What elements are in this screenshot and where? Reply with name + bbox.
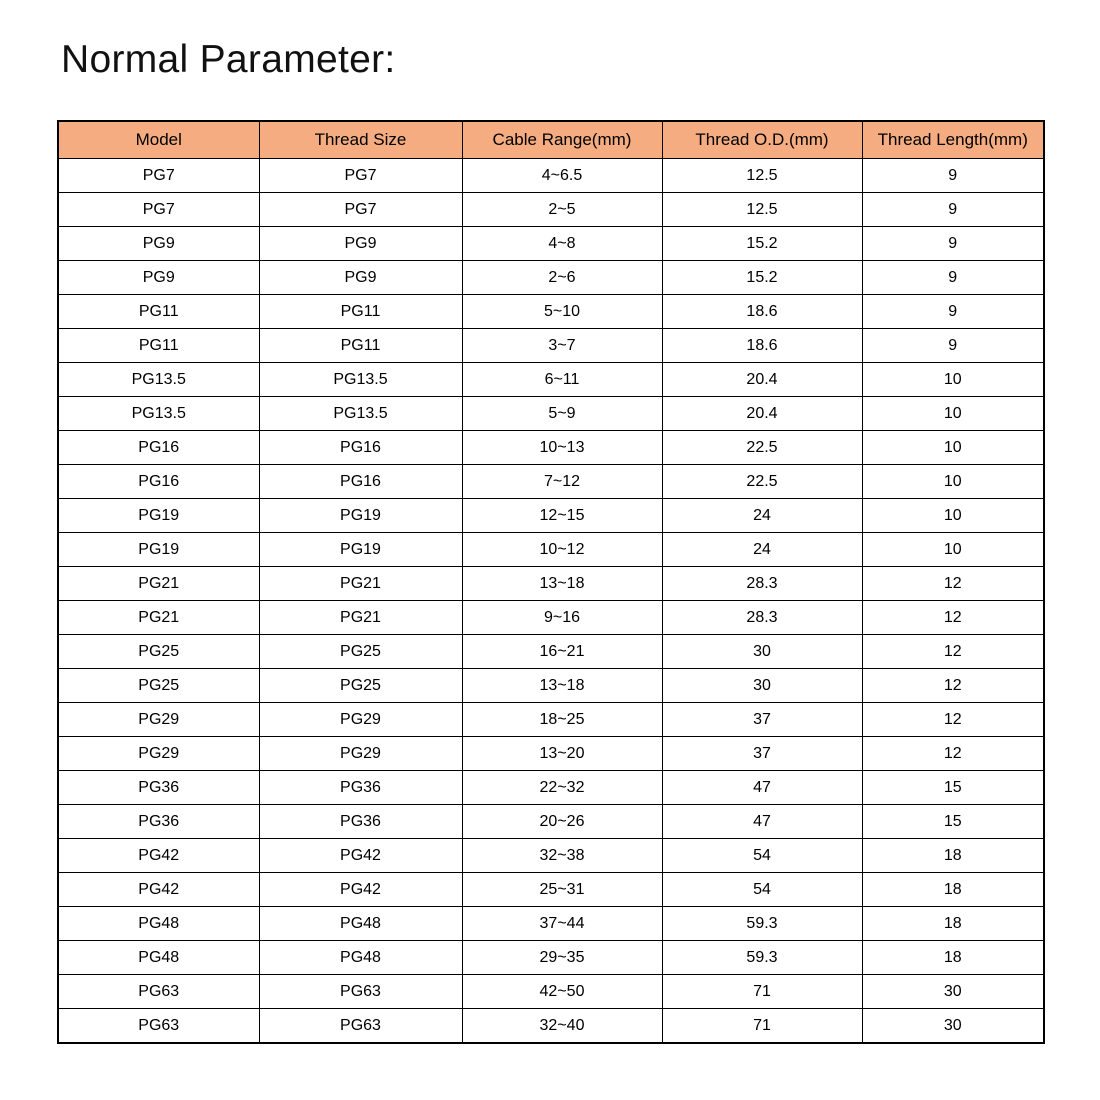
cell-cable-range: 42~50 (462, 975, 662, 1009)
cell-thread-size: PG42 (259, 873, 462, 907)
cell-model: PG42 (58, 873, 259, 907)
table-row (58, 193, 1044, 227)
cell-thread-length: 10 (862, 431, 1044, 465)
table-row (58, 261, 1044, 295)
cell-thread-length: 18 (862, 839, 1044, 873)
cell-thread-od: 30 (662, 669, 862, 703)
table-row (58, 975, 1044, 1009)
cell-thread-od: 37 (662, 737, 862, 771)
cell-model: PG19 (58, 499, 259, 533)
cell-thread-size: PG19 (259, 533, 462, 567)
cell-thread-size: PG29 (259, 703, 462, 737)
table-row (58, 601, 1044, 635)
cell-thread-size: PG7 (259, 159, 462, 193)
header-cell-3: Thread O.D.(mm) (662, 121, 862, 159)
table-row (58, 805, 1044, 839)
header-cell-1: Thread Size (259, 121, 462, 159)
cell-thread-od: 12.5 (662, 159, 862, 193)
cell-thread-od: 24 (662, 499, 862, 533)
cell-cable-range: 20~26 (462, 805, 662, 839)
cell-thread-size: PG11 (259, 295, 462, 329)
table-row (58, 669, 1044, 703)
cell-model: PG11 (58, 329, 259, 363)
cell-cable-range: 13~18 (462, 567, 662, 601)
cell-thread-size: PG63 (259, 1009, 462, 1044)
cell-thread-length: 9 (862, 329, 1044, 363)
cell-thread-length: 12 (862, 669, 1044, 703)
cell-thread-od: 28.3 (662, 601, 862, 635)
cell-thread-od: 18.6 (662, 329, 862, 363)
cell-model: PG48 (58, 907, 259, 941)
cell-model: PG25 (58, 635, 259, 669)
cell-cable-range: 2~6 (462, 261, 662, 295)
cell-model: PG63 (58, 975, 259, 1009)
cell-thread-length: 30 (862, 975, 1044, 1009)
cell-thread-size: PG19 (259, 499, 462, 533)
cell-thread-size: PG11 (259, 329, 462, 363)
cell-thread-od: 54 (662, 839, 862, 873)
cell-cable-range: 7~12 (462, 465, 662, 499)
cell-thread-od: 18.6 (662, 295, 862, 329)
cell-cable-range: 37~44 (462, 907, 662, 941)
table-row (58, 227, 1044, 261)
cell-thread-length: 10 (862, 533, 1044, 567)
cell-model: PG29 (58, 703, 259, 737)
cell-thread-length: 9 (862, 261, 1044, 295)
page-title: Normal Parameter: (61, 38, 396, 81)
cell-model: PG63 (58, 1009, 259, 1044)
cell-thread-length: 10 (862, 363, 1044, 397)
cell-thread-length: 9 (862, 295, 1044, 329)
cell-thread-length: 15 (862, 805, 1044, 839)
cell-cable-range: 4~6.5 (462, 159, 662, 193)
table-row (58, 907, 1044, 941)
cell-model: PG36 (58, 771, 259, 805)
cell-cable-range: 18~25 (462, 703, 662, 737)
cell-thread-length: 12 (862, 567, 1044, 601)
table-row (58, 329, 1044, 363)
cell-thread-od: 12.5 (662, 193, 862, 227)
cell-model: PG7 (58, 193, 259, 227)
table-row (58, 703, 1044, 737)
table-row (58, 465, 1044, 499)
cell-cable-range: 3~7 (462, 329, 662, 363)
cell-model: PG11 (58, 295, 259, 329)
table-row (58, 567, 1044, 601)
cell-thread-od: 28.3 (662, 567, 862, 601)
table-row (58, 431, 1044, 465)
cell-thread-size: PG25 (259, 669, 462, 703)
cell-thread-length: 12 (862, 703, 1044, 737)
cell-cable-range: 32~38 (462, 839, 662, 873)
cell-model: PG13.5 (58, 363, 259, 397)
table-row (58, 295, 1044, 329)
cell-cable-range: 16~21 (462, 635, 662, 669)
cell-thread-length: 18 (862, 941, 1044, 975)
table-row (58, 873, 1044, 907)
cell-thread-od: 20.4 (662, 363, 862, 397)
cell-thread-length: 9 (862, 227, 1044, 261)
cell-cable-range: 2~5 (462, 193, 662, 227)
cell-cable-range: 10~12 (462, 533, 662, 567)
cell-model: PG16 (58, 465, 259, 499)
cell-thread-size: PG21 (259, 601, 462, 635)
spec-table (57, 120, 1045, 1044)
cell-thread-od: 22.5 (662, 431, 862, 465)
cell-thread-od: 37 (662, 703, 862, 737)
cell-cable-range: 13~18 (462, 669, 662, 703)
cell-model: PG9 (58, 227, 259, 261)
cell-thread-size: PG36 (259, 805, 462, 839)
cell-thread-size: PG9 (259, 227, 462, 261)
cell-thread-size: PG9 (259, 261, 462, 295)
cell-cable-range: 32~40 (462, 1009, 662, 1044)
cell-thread-od: 59.3 (662, 907, 862, 941)
cell-thread-od: 47 (662, 805, 862, 839)
cell-thread-size: PG29 (259, 737, 462, 771)
cell-thread-size: PG25 (259, 635, 462, 669)
cell-cable-range: 25~31 (462, 873, 662, 907)
cell-cable-range: 5~9 (462, 397, 662, 431)
cell-thread-length: 18 (862, 907, 1044, 941)
cell-model: PG36 (58, 805, 259, 839)
cell-thread-length: 9 (862, 159, 1044, 193)
cell-thread-od: 71 (662, 975, 862, 1009)
cell-model: PG7 (58, 159, 259, 193)
header-cell-4: Thread Length(mm) (862, 121, 1044, 159)
cell-thread-size: PG13.5 (259, 363, 462, 397)
cell-thread-length: 12 (862, 601, 1044, 635)
table-header-row (58, 121, 1044, 159)
cell-thread-od: 24 (662, 533, 862, 567)
cell-cable-range: 29~35 (462, 941, 662, 975)
cell-model: PG48 (58, 941, 259, 975)
cell-thread-od: 20.4 (662, 397, 862, 431)
cell-thread-length: 10 (862, 397, 1044, 431)
cell-model: PG9 (58, 261, 259, 295)
header-cell-2: Cable Range(mm) (462, 121, 662, 159)
cell-thread-od: 59.3 (662, 941, 862, 975)
cell-thread-size: PG21 (259, 567, 462, 601)
cell-cable-range: 13~20 (462, 737, 662, 771)
cell-thread-size: PG63 (259, 975, 462, 1009)
cell-thread-length: 10 (862, 465, 1044, 499)
cell-thread-length: 18 (862, 873, 1044, 907)
cell-cable-range: 6~11 (462, 363, 662, 397)
table-row (58, 533, 1044, 567)
cell-thread-size: PG36 (259, 771, 462, 805)
cell-thread-size: PG16 (259, 465, 462, 499)
table-row (58, 941, 1044, 975)
cell-thread-size: PG48 (259, 941, 462, 975)
cell-cable-range: 4~8 (462, 227, 662, 261)
cell-thread-od: 30 (662, 635, 862, 669)
cell-cable-range: 5~10 (462, 295, 662, 329)
cell-model: PG16 (58, 431, 259, 465)
cell-cable-range: 10~13 (462, 431, 662, 465)
table-row (58, 397, 1044, 431)
cell-thread-length: 12 (862, 737, 1044, 771)
cell-cable-range: 22~32 (462, 771, 662, 805)
cell-thread-length: 12 (862, 635, 1044, 669)
cell-cable-range: 12~15 (462, 499, 662, 533)
table-row (58, 771, 1044, 805)
cell-thread-od: 54 (662, 873, 862, 907)
cell-thread-size: PG7 (259, 193, 462, 227)
table-row (58, 839, 1044, 873)
cell-cable-range: 9~16 (462, 601, 662, 635)
cell-thread-length: 15 (862, 771, 1044, 805)
cell-thread-length: 10 (862, 499, 1044, 533)
cell-thread-od: 47 (662, 771, 862, 805)
cell-thread-size: PG16 (259, 431, 462, 465)
cell-model: PG21 (58, 567, 259, 601)
table-row (58, 499, 1044, 533)
header-cell-0: Model (58, 121, 259, 159)
cell-thread-length: 9 (862, 193, 1044, 227)
table-row (58, 737, 1044, 771)
cell-thread-od: 71 (662, 1009, 862, 1044)
cell-model: PG25 (58, 669, 259, 703)
cell-model: PG42 (58, 839, 259, 873)
cell-model: PG19 (58, 533, 259, 567)
cell-thread-length: 30 (862, 1009, 1044, 1044)
cell-thread-size: PG42 (259, 839, 462, 873)
cell-thread-od: 15.2 (662, 261, 862, 295)
table-row (58, 1009, 1044, 1044)
cell-model: PG21 (58, 601, 259, 635)
table-row (58, 159, 1044, 193)
cell-model: PG29 (58, 737, 259, 771)
table-row (58, 363, 1044, 397)
cell-thread-od: 15.2 (662, 227, 862, 261)
table-row (58, 635, 1044, 669)
cell-thread-size: PG13.5 (259, 397, 462, 431)
cell-thread-size: PG48 (259, 907, 462, 941)
cell-thread-od: 22.5 (662, 465, 862, 499)
cell-model: PG13.5 (58, 397, 259, 431)
